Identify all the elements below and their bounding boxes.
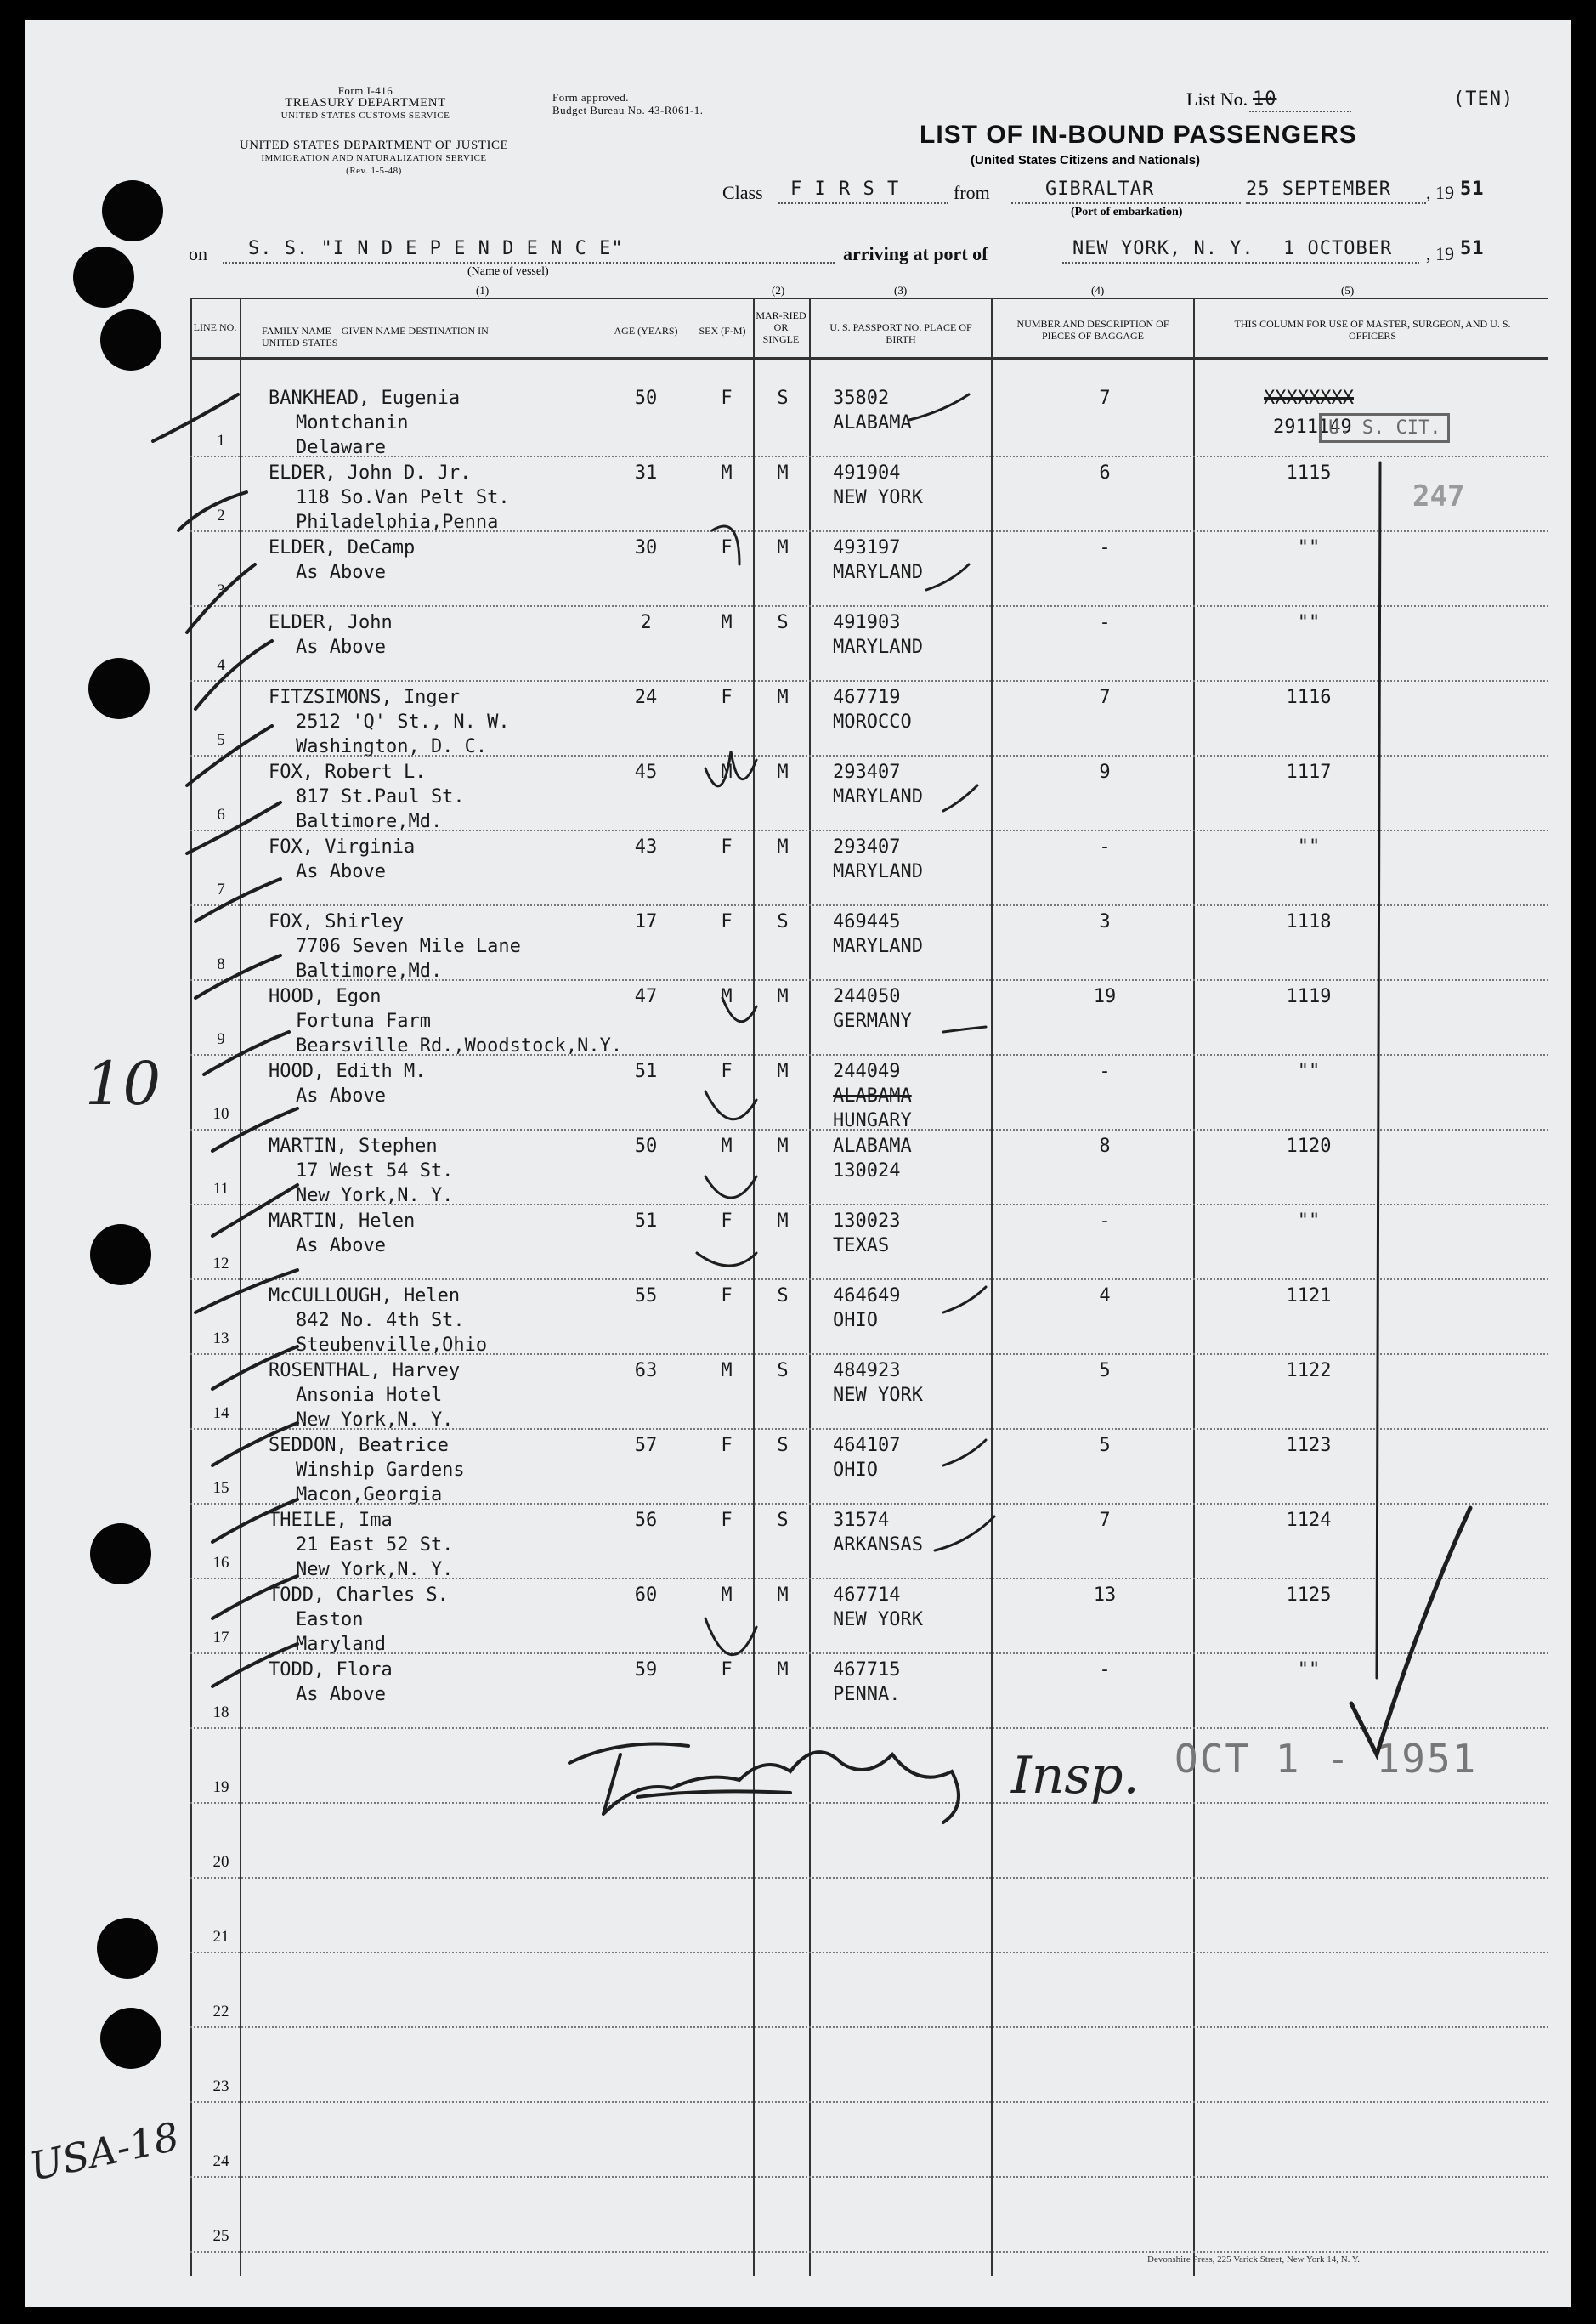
officer-note: 1115 — [1286, 462, 1332, 484]
handwritten-usa-18: USA-18 — [25, 2113, 184, 2190]
destination-line-1: 21 East 52 St. — [296, 1534, 454, 1556]
col-num-3: (3) — [894, 284, 908, 297]
sex-value: F — [721, 836, 733, 858]
embarkation-port: GIBRALTAR — [1045, 179, 1155, 200]
passport-number: 130023 — [833, 1210, 901, 1232]
place-of-birth: OHIO — [833, 1310, 878, 1331]
destination-line-2: Macon,Georgia — [296, 1484, 443, 1505]
passport-number: 491904 — [833, 462, 901, 484]
destination-line-2: Washington, D. C. — [296, 736, 488, 757]
officer-note: XXXXXXXX — [1264, 388, 1354, 409]
place-of-birth-corrected: HUNGARY — [833, 1110, 912, 1131]
marital-status: S — [777, 612, 789, 633]
list-no-words: (TEN) — [1453, 88, 1514, 110]
passenger-name: FOX, Virginia — [269, 836, 416, 858]
destination-line-1: Easton — [296, 1609, 364, 1630]
sex-value: M — [721, 986, 733, 1007]
punch-hole — [97, 1918, 158, 1979]
age-value: 17 — [634, 911, 658, 932]
line-number: 24 — [212, 2152, 229, 2170]
age-value: 51 — [634, 1210, 658, 1232]
port-caption: (Port of embarkation) — [1071, 206, 1183, 218]
destination-line-1: Montchanin — [296, 412, 409, 434]
baggage-count: - — [1099, 1659, 1111, 1681]
destination-line-1: As Above — [296, 861, 386, 882]
marital-status: M — [777, 1210, 789, 1232]
page-subtitle: (United States Citizens and Nationals) — [971, 153, 1201, 167]
passenger-name: THEILE, Ima — [269, 1510, 393, 1531]
passenger-name: FOX, Shirley — [269, 911, 404, 932]
vessel-caption: (Name of vessel) — [467, 265, 549, 278]
place-of-birth: NEW YORK — [833, 487, 923, 508]
baggage-count: 3 — [1099, 911, 1111, 932]
sex-value: F — [721, 1061, 733, 1082]
officer-note: "" — [1297, 1659, 1321, 1681]
line-number: 10 — [212, 1105, 229, 1123]
marital-status: S — [777, 911, 789, 932]
officer-note: 1119 — [1286, 986, 1332, 1007]
col-num-2: (2) — [772, 284, 785, 297]
officer-note: "" — [1297, 1061, 1321, 1082]
officer-note: 1125 — [1286, 1584, 1332, 1606]
passenger-name: FOX, Robert L. — [269, 762, 427, 783]
officer-note: 1123 — [1286, 1435, 1332, 1456]
passenger-name: TODD, Flora — [269, 1659, 393, 1681]
passenger-name: SEDDON, Beatrice — [269, 1435, 449, 1456]
passport-number: 244049 — [833, 1061, 901, 1082]
col-header-officers: THIS COLUMN FOR USE OF MASTER, SURGEON, AND U. S. OFFICERS — [1234, 318, 1511, 342]
punch-hole — [88, 658, 150, 719]
passport-number: 467719 — [833, 687, 901, 708]
line-number: 22 — [212, 2003, 229, 2021]
place-of-birth: TEXAS — [833, 1235, 890, 1256]
age-value: 47 — [634, 986, 658, 1007]
sex-value: M — [721, 1584, 733, 1606]
line-number: 14 — [212, 1404, 229, 1422]
doj-label: UNITED STATES DEPARTMENT OF JUSTICE — [239, 139, 509, 152]
from-label: from — [954, 182, 990, 203]
marital-status: S — [777, 1360, 789, 1381]
place-of-birth: MARYLAND — [833, 562, 923, 583]
baggage-count: 13 — [1093, 1584, 1117, 1606]
line-number: 18 — [212, 1703, 229, 1721]
sex-value: M — [721, 762, 733, 783]
budget-bureau: Budget Bureau No. 43-R061-1. — [552, 104, 704, 116]
age-value: 45 — [634, 762, 658, 783]
passenger-name: ROSENTHAL, Harvey — [269, 1360, 461, 1381]
form-approved: Form approved. — [552, 91, 630, 104]
marital-status: S — [777, 1435, 789, 1456]
destination-line-1: As Above — [296, 1085, 386, 1107]
marital-status: M — [777, 986, 789, 1007]
place-of-birth: MARYLAND — [833, 786, 923, 808]
place-of-birth: 130024 — [833, 1160, 901, 1182]
age-value: 60 — [634, 1584, 658, 1606]
punch-hole — [102, 180, 163, 241]
marital-status: S — [777, 388, 789, 409]
col-num-5: (5) — [1341, 284, 1355, 297]
passport-number: 293407 — [833, 836, 901, 858]
punch-hole — [90, 1224, 151, 1285]
age-value: 55 — [634, 1285, 658, 1307]
col-header-married: MAR-RIED OR SINGLE — [756, 309, 806, 345]
sex-value: F — [721, 1210, 733, 1232]
passport-number: 35802 — [833, 388, 890, 409]
age-value: 56 — [634, 1510, 658, 1531]
marital-status: S — [777, 1510, 789, 1531]
ins-label: IMMIGRATION AND NATURALIZATION SERVICE — [261, 153, 487, 163]
line-number: 15 — [212, 1479, 229, 1497]
baggage-count: - — [1099, 1061, 1111, 1082]
arrival-date: 1 OCTOBER — [1283, 238, 1393, 259]
baggage-count: 9 — [1099, 762, 1111, 783]
sex-value: F — [721, 911, 733, 932]
col-header-age: AGE (YEARS) — [614, 325, 678, 337]
customs-service: UNITED STATES CUSTOMS SERVICE — [280, 111, 450, 121]
destination-line-1: 7706 Seven Mile Lane — [296, 936, 521, 957]
officer-note: "" — [1297, 612, 1321, 633]
passport-number: 464107 — [833, 1435, 901, 1456]
destination-line-1: As Above — [296, 1235, 386, 1256]
age-value: 2 — [640, 612, 652, 633]
printer-footer: Devonshire Press, 225 Varick Street, New York 14, N. Y. — [1147, 2254, 1361, 2264]
passport-number: 293407 — [833, 762, 901, 783]
arrival-year: 51 — [1460, 238, 1485, 259]
line-number: 17 — [212, 1629, 229, 1647]
passenger-name: ELDER, John — [269, 612, 393, 633]
place-of-birth: OHIO — [833, 1460, 878, 1481]
age-value: 57 — [634, 1435, 658, 1456]
punch-hole — [100, 309, 161, 371]
baggage-count: 7 — [1099, 388, 1111, 409]
punch-hole — [100, 2008, 161, 2069]
baggage-count: 19 — [1093, 986, 1117, 1007]
rev-label: (Rev. 1-5-48) — [346, 166, 402, 176]
baggage-count: - — [1099, 612, 1111, 633]
col-header-baggage: NUMBER AND DESCRIPTION OF PIECES OF BAGGAGE — [1016, 318, 1169, 342]
document-page — [25, 20, 1571, 2307]
list-no-label: List No. — [1186, 88, 1248, 110]
sex-value: F — [721, 1435, 733, 1456]
col-header-sex: SEX (F-M) — [699, 325, 746, 337]
handwritten-ten: 10 — [85, 1049, 161, 1119]
vessel-name: S. S. "I N D E P E N D E N C E" — [248, 238, 624, 259]
officer-note: 1121 — [1286, 1285, 1332, 1307]
officer-note: "" — [1297, 836, 1321, 858]
line-number: 7 — [217, 881, 225, 898]
officer-note: 1116 — [1286, 687, 1332, 708]
destination-line-2: Maryland — [296, 1634, 386, 1655]
age-value: 43 — [634, 836, 658, 858]
line-number: 3 — [217, 581, 225, 599]
marital-status: M — [777, 537, 789, 558]
line-number: 4 — [217, 656, 225, 674]
sex-value: M — [721, 462, 733, 484]
baggage-count: 4 — [1099, 1285, 1111, 1307]
line-number: 8 — [217, 955, 225, 973]
line-number: 5 — [217, 731, 225, 749]
line-number: 23 — [212, 2077, 229, 2095]
handwritten-marks — [25, 20, 1571, 2307]
destination-line-2: Baltimore,Md. — [296, 811, 443, 832]
destination-line-1: As Above — [296, 1684, 386, 1705]
sex-value: M — [721, 1136, 733, 1157]
line-number: 12 — [212, 1255, 229, 1273]
destination-line-1: Fortuna Farm — [296, 1011, 431, 1032]
col-header-name: FAMILY NAME—GIVEN NAME DESTINATION IN UNITED STATES — [262, 325, 489, 349]
destination-line-1: 842 No. 4th St. — [296, 1310, 465, 1331]
embark-year: 51 — [1460, 179, 1485, 200]
place-of-birth: NEW YORK — [833, 1385, 923, 1406]
marital-status: M — [777, 1136, 789, 1157]
sex-value: F — [721, 537, 733, 558]
line-number: 9 — [217, 1030, 225, 1048]
destination-line-2: Philadelphia,Penna — [296, 512, 499, 533]
baggage-count: 5 — [1099, 1435, 1111, 1456]
place-of-birth: MARYLAND — [833, 861, 923, 882]
line-number: 25 — [212, 2227, 229, 2245]
passport-number: 469445 — [833, 911, 901, 932]
sex-value: F — [721, 687, 733, 708]
line-number: 6 — [217, 806, 225, 824]
age-value: 50 — [634, 388, 658, 409]
sex-value: M — [721, 612, 733, 633]
place-of-birth: GERMANY — [833, 1011, 912, 1032]
baggage-count: 6 — [1099, 462, 1111, 484]
passport-number: 464649 — [833, 1285, 901, 1307]
baggage-count: - — [1099, 1210, 1111, 1232]
destination-line-2: Delaware — [296, 437, 386, 458]
marital-status: M — [777, 462, 789, 484]
date-stamp: OCT 1 - 1951 — [1174, 1736, 1478, 1782]
passenger-name: HOOD, Edith M. — [269, 1061, 427, 1082]
baggage-count: - — [1099, 836, 1111, 858]
destination-line-1: As Above — [296, 637, 386, 658]
passport-number: 493197 — [833, 537, 901, 558]
place-of-birth: ALABAMA — [833, 412, 912, 434]
destination-line-2: New York,N. Y. — [296, 1559, 454, 1580]
line-number: 21 — [212, 1928, 229, 1946]
passenger-name: BANKHEAD, Eugenia — [269, 388, 461, 409]
sex-value: F — [721, 1285, 733, 1307]
baggage-count: 7 — [1099, 687, 1111, 708]
passenger-name: ELDER, DeCamp — [269, 537, 416, 558]
officer-note: 1124 — [1286, 1510, 1332, 1531]
line-number: 20 — [212, 1853, 229, 1871]
place-of-birth: PENNA. — [833, 1684, 901, 1705]
destination-line-1: Winship Gardens — [296, 1460, 465, 1481]
officer-note: 1122 — [1286, 1360, 1332, 1381]
baggage-count: - — [1099, 537, 1111, 558]
destination-line-1: 118 So.Van Pelt St. — [296, 487, 510, 508]
baggage-count: 5 — [1099, 1360, 1111, 1381]
officer-note-2: 2911149 — [1273, 417, 1352, 438]
officer-note: 1117 — [1286, 762, 1332, 783]
line-number: 2 — [217, 507, 225, 524]
passenger-name: HOOD, Egon — [269, 986, 382, 1007]
passport-number: 467714 — [833, 1584, 901, 1606]
age-value: 51 — [634, 1061, 658, 1082]
line-number: 11 — [212, 1180, 229, 1198]
place-of-birth: ARKANSAS — [833, 1534, 923, 1556]
punch-hole — [90, 1523, 151, 1584]
destination-line-2: New York,N. Y. — [296, 1185, 454, 1206]
passenger-name: MARTIN, Stephen — [269, 1136, 438, 1157]
marital-status: M — [777, 1061, 789, 1082]
destination-line-2: Bearsville Rd.,Woodstock,N.Y. — [296, 1035, 623, 1057]
marital-status: M — [777, 836, 789, 858]
place-of-birth: NEW YORK — [833, 1609, 923, 1630]
age-value: 63 — [634, 1360, 658, 1381]
passenger-name: TODD, Charles S. — [269, 1584, 449, 1606]
class-label: Class — [722, 182, 763, 203]
place-of-birth: MARYLAND — [833, 637, 923, 658]
form-number: Form I-416 — [337, 84, 393, 97]
place-of-birth: MARYLAND — [833, 936, 923, 957]
passport-number: 31574 — [833, 1510, 890, 1531]
arriving-label: arriving at port of — [843, 243, 988, 264]
officer-note: "" — [1297, 537, 1321, 558]
place-of-birth: MOROCCO — [833, 711, 912, 733]
passenger-name: McCULLOUGH, Helen — [269, 1285, 461, 1307]
line-number: 1 — [217, 432, 225, 450]
sex-value: F — [721, 1659, 733, 1681]
marital-status: M — [777, 1584, 789, 1606]
sex-value: F — [721, 1510, 733, 1531]
on-label: on — [189, 243, 207, 264]
destination-line-1: Ansonia Hotel — [296, 1385, 443, 1406]
baggage-count: 7 — [1099, 1510, 1111, 1531]
place-of-birth-struck: ALABAMA — [833, 1085, 912, 1107]
number-stamp: 247 — [1412, 479, 1465, 513]
age-value: 24 — [634, 687, 658, 708]
us-citizen-stamp: U. S. CIT. — [1319, 413, 1450, 443]
sex-value: M — [721, 1360, 733, 1381]
destination-line-1: As Above — [296, 562, 386, 583]
embark-year-prefix: , 19 — [1426, 182, 1454, 203]
passport-number: ALABAMA — [833, 1136, 912, 1157]
passenger-name: MARTIN, Helen — [269, 1210, 416, 1232]
passenger-name: FITZSIMONS, Inger — [269, 687, 461, 708]
baggage-count: 8 — [1099, 1136, 1111, 1157]
age-value: 50 — [634, 1136, 658, 1157]
page-title: LIST OF IN-BOUND PASSENGERS — [920, 121, 1357, 149]
destination-line-1: 2512 'Q' St., N. W. — [296, 711, 510, 733]
age-value: 31 — [634, 462, 658, 484]
passenger-name: ELDER, John D. Jr. — [269, 462, 472, 484]
col-header-passport: U. S. PASSPORT NO. PLACE OF BIRTH — [829, 321, 972, 345]
handwritten-insp: Insp. — [1011, 1746, 1140, 1805]
treasury-department: TREASURY DEPARTMENT — [285, 96, 446, 110]
passport-number: 491903 — [833, 612, 901, 633]
destination-line-2: Baltimore,Md. — [296, 961, 443, 982]
passport-number: 484923 — [833, 1360, 901, 1381]
destination-line-2: New York,N. Y. — [296, 1409, 454, 1431]
line-number: 16 — [212, 1554, 229, 1572]
arrival-port: NEW YORK, N. Y. — [1072, 238, 1254, 259]
marital-status: S — [777, 1285, 789, 1307]
destination-line-1: 17 West 54 St. — [296, 1160, 454, 1182]
age-value: 59 — [634, 1659, 658, 1681]
age-value: 30 — [634, 537, 658, 558]
officer-note: 1118 — [1286, 911, 1332, 932]
col-header-line: LINE NO. — [193, 321, 237, 333]
officer-note: 1120 — [1286, 1136, 1332, 1157]
marital-status: M — [777, 687, 789, 708]
destination-line-2: Steubenville,Ohio — [296, 1335, 488, 1356]
passport-number: 244050 — [833, 986, 901, 1007]
marital-status: M — [777, 762, 789, 783]
marital-status: M — [777, 1659, 789, 1681]
destination-line-1: 817 St.Paul St. — [296, 786, 465, 808]
embarkation-date: 25 SEPTEMBER — [1246, 179, 1391, 200]
arrival-year-prefix: , 19 — [1426, 243, 1454, 264]
class-value: F I R S T — [790, 179, 900, 200]
line-number: 13 — [212, 1329, 229, 1347]
col-num-4: (4) — [1091, 284, 1105, 297]
line-number: 19 — [212, 1778, 229, 1796]
officer-note: "" — [1297, 1210, 1321, 1232]
passport-number: 467715 — [833, 1659, 901, 1681]
col-num-1: (1) — [476, 284, 490, 297]
list-no-value: 10 — [1253, 88, 1277, 110]
sex-value: F — [721, 388, 733, 409]
punch-hole — [73, 247, 134, 308]
